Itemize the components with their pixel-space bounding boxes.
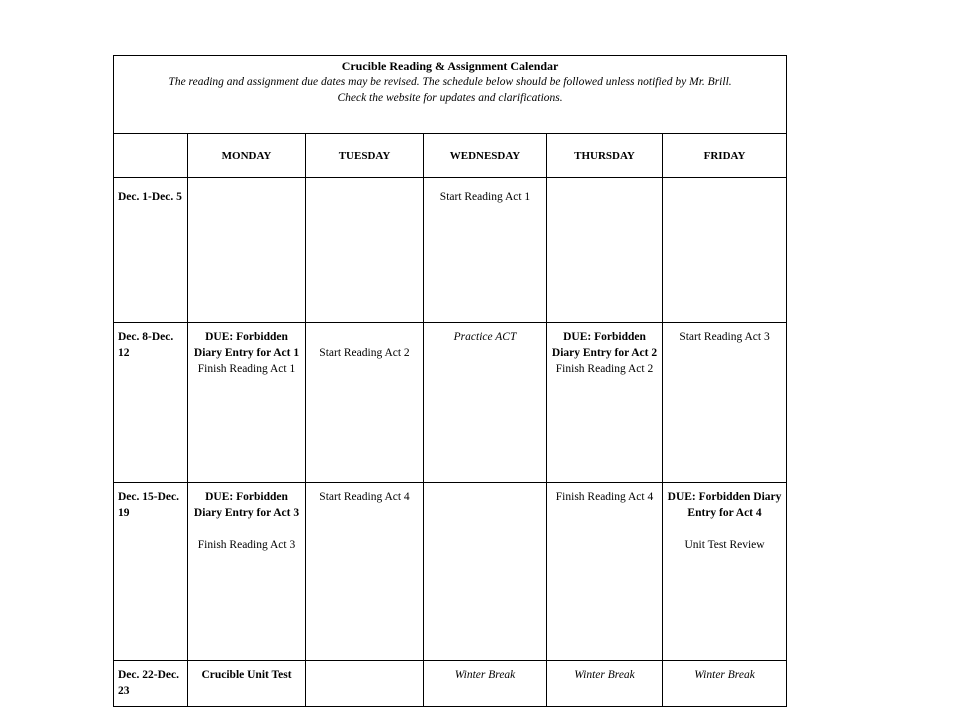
cell-week1-thursday [547,178,663,323]
header-thursday: THURSDAY [547,134,663,178]
cell-week3-tuesday: Start Reading Act 4 [306,483,424,661]
reading-note: Finish Reading Act 3 [197,539,296,551]
title-row [114,56,787,134]
cell-week2-monday [188,323,306,483]
cell-week4-monday: Crucible Unit Test [188,661,306,707]
day-header-row [114,134,787,178]
calendar-title: Crucible Reading & Assignment Calendar [341,59,559,73]
reading-note: Finish Reading Act 1 [197,363,296,375]
week-label: Dec. 1-Dec. 5 [114,178,188,323]
header-wednesday: WEDNESDAY [424,134,547,178]
header-friday: FRIDAY [663,134,787,178]
cell-week3-wednesday [424,483,547,661]
week-row-4 [114,661,787,707]
week-row-2 [114,323,787,483]
cell-week1-wednesday: Start Reading Act 1 [424,178,547,323]
week-row-3 [114,483,787,661]
cell-week3-monday [188,483,306,661]
week-label: Dec. 15-Dec. 19 [114,483,188,661]
cell-week4-tuesday [306,661,424,707]
title-cell [114,56,787,134]
cell-week4-friday: Winter Break [663,661,787,707]
cell-week2-tuesday [306,323,424,483]
due-assignment: DUE: Forbidden Diary Entry for Act 2 [551,331,658,359]
calendar-subtitle-line-2: Check the website for updates and clarifications. [337,92,563,104]
cell-week4-thursday: Winter Break [547,661,663,707]
cell-week3-thursday: Finish Reading Act 4 [547,483,663,661]
cell-week2-wednesday: Practice ACT [424,323,547,483]
reading-calendar-table [113,55,787,707]
cell-week2-thursday [547,323,663,483]
reading-note: Finish Reading Act 2 [555,363,654,375]
cell-week1-friday [663,178,787,323]
reading-note: Unit Test Review [684,539,765,551]
week-label: Dec. 22-Dec. 23 [114,661,188,707]
week-label: Dec. 8-Dec. 12 [114,323,188,483]
cell-week2-friday: Start Reading Act 3 [663,323,787,483]
reading-note: Start Reading Act 2 [319,347,410,359]
header-monday: MONDAY [188,134,306,178]
header-empty-cell [114,134,188,178]
week-row-1 [114,178,787,323]
calendar-subtitle-line-1: The reading and assignment due dates may be revised. The schedule below should be followed unless notified by Mr. Brill. [168,76,732,88]
header-tuesday: TUESDAY [306,134,424,178]
due-assignment: DUE: Forbidden Diary Entry for Act 1 [193,331,300,359]
cell-week3-friday [663,483,787,661]
due-assignment: DUE: Forbidden Diary Entry for Act 3 [193,491,300,519]
cell-week4-wednesday: Winter Break [424,661,547,707]
cell-week1-monday [188,178,306,323]
due-assignment: DUE: Forbidden Diary Entry for Act 4 [667,491,782,519]
cell-week1-tuesday [306,178,424,323]
